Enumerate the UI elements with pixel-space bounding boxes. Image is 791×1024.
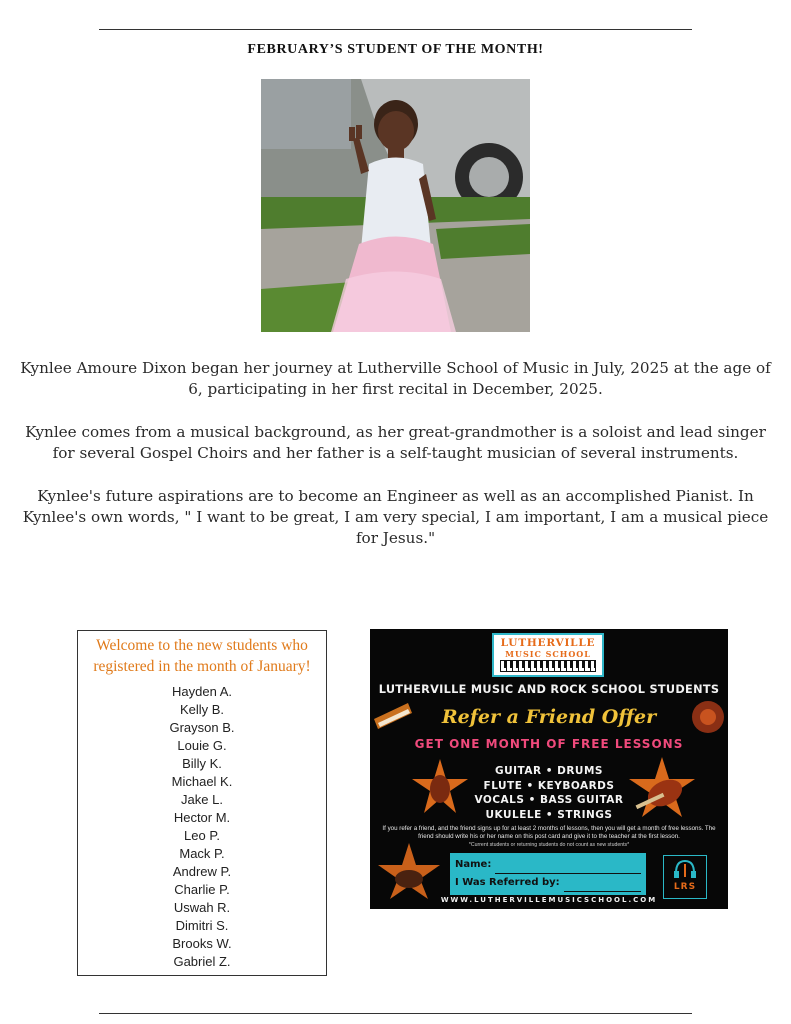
student-name: Dimitri S.	[175, 918, 229, 933]
student-name: Grayson B.	[169, 720, 235, 735]
referred-by-field[interactable]	[455, 874, 641, 892]
referral-terms-note: *Current students or returning students do not count as new students*	[468, 842, 630, 848]
instrument-line: UKULELE • STRINGS	[485, 808, 613, 821]
instrument-line: VOCALS • BASS GUITAR	[474, 794, 624, 806]
student-name: Gabriel Z.	[173, 954, 231, 969]
drum-kit-burst-icon	[376, 841, 442, 901]
student-name: Uswah R.	[173, 900, 231, 915]
bio-paragraph-background: Kynlee comes from a musical background, as her great-grandmother is a soloist and lead singer for several Gospel Choirs and her father is a self-taught musician of several instruments.	[25, 423, 766, 462]
logo-line-1: LUTHERVILLE	[500, 637, 596, 649]
student-name: Andrew P.	[172, 864, 232, 879]
top-divider	[99, 29, 692, 30]
student-name: Billy K.	[182, 756, 222, 771]
lrs-text: LRS	[673, 882, 697, 892]
student-name: Leo P.	[184, 828, 220, 843]
piano-keys-icon	[500, 660, 596, 672]
school-logo	[492, 633, 604, 677]
name-label: Name:	[455, 859, 492, 870]
student-name: Mack P.	[179, 846, 225, 861]
student-name: Charlie P.	[174, 882, 230, 897]
student-name: Hector M.	[173, 810, 231, 825]
student-name: Jake L.	[181, 792, 223, 807]
bio-paragraph-journey: Kynlee Amoure Dixon began her journey at Lutherville School of Music in July, 2025 at the age of 6, participating in her first recital in December, 2025.	[20, 359, 771, 398]
student-name: Louie G.	[177, 738, 227, 753]
student-photo	[261, 79, 530, 332]
new-students-list	[78, 683, 326, 971]
instrument-line: FLUTE • KEYBOARDS	[483, 779, 615, 792]
referral-flyer	[370, 629, 728, 909]
school-website-url: WWW.LUTHERVILLEMUSICSCHOOL.COM	[440, 896, 658, 904]
bio-paragraph-aspirations: Kynlee's future aspirations are to become an Engineer as well as an accomplished Pianist. In Kynlee's own words, " I want to be great, I am very special, I am important, I am a musical piece for Jesus."	[22, 487, 769, 547]
logo-line-2: MUSIC SCHOOL	[505, 649, 591, 659]
student-name: Kelly B.	[179, 702, 225, 717]
name-field[interactable]	[455, 856, 641, 874]
lrs-logo	[663, 855, 707, 899]
bottom-divider	[99, 1013, 692, 1014]
instrument-list	[370, 764, 728, 822]
offer-heading: Refer a Friend Offer	[441, 706, 657, 728]
referred-by-label: I Was Referred by:	[455, 877, 560, 888]
name-line[interactable]	[495, 862, 641, 874]
instrument-line: GUITAR • DRUMS	[495, 765, 603, 777]
guitar-headphones-icon	[673, 859, 697, 879]
student-name: Hayden A.	[172, 684, 232, 699]
student-name: Brooks W.	[172, 936, 232, 951]
new-students-box	[77, 630, 327, 976]
new-students-title: Welcome to the new students who registered in the month of January!	[93, 637, 311, 675]
page-title: FEBRUARY’S STUDENT OF THE MONTH!	[247, 42, 544, 57]
referred-by-line[interactable]	[564, 880, 641, 892]
free-lessons-heading: GET ONE MONTH OF FREE LESSONS	[414, 737, 684, 751]
student-name: Michael K.	[171, 774, 233, 789]
referral-form	[450, 853, 646, 895]
referral-terms-text: If you refer a friend, and the friend signs up for at least 2 months of lessons, then you will get a month of free lessons. The friend should write his or her name on this post card and give it to the teacher at the first lesson.	[382, 825, 716, 840]
flyer-title: LUTHERVILLE MUSIC AND ROCK SCHOOL STUDENTS	[378, 683, 720, 696]
